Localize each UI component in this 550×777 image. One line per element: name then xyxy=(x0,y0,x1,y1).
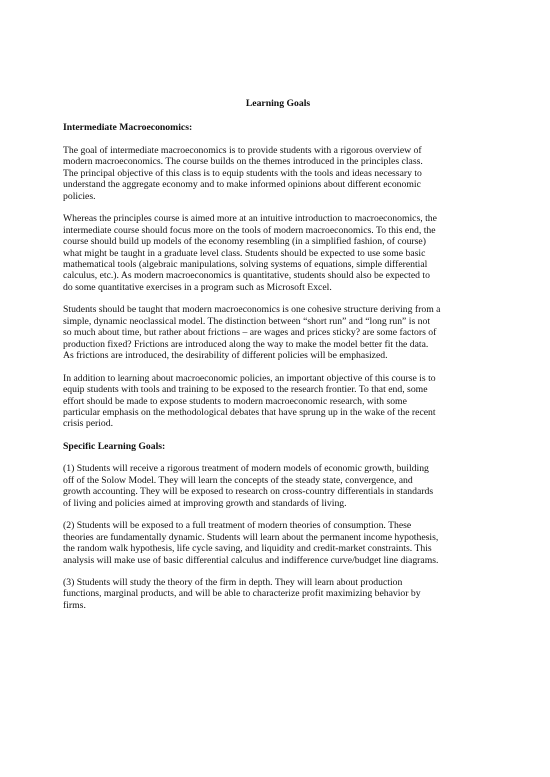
goal-item-2 xyxy=(63,520,493,566)
paragraph-line: what might be taught in a graduate level class. Students should be expected to use some basic xyxy=(63,247,426,259)
paragraph-line: firms. xyxy=(63,599,86,611)
goal-item-3 xyxy=(63,577,493,611)
paragraph-line: theories are fundamentally dynamic. Students will learn about the permanent income hypothesis, xyxy=(63,531,439,543)
paragraph-line: (2) Students will be exposed to a full treatment of modern theories of consumption. These xyxy=(63,520,412,532)
paragraph-line: growth accounting. They will be exposed to research on cross-country differentials in standards xyxy=(63,486,434,498)
paragraph-line: calculus, etc.). As modern macroeconomics is quantitative, students should also be expected to xyxy=(63,270,430,282)
paragraph-line: functions, marginal products, and will be able to characterize profit maximizing behavior by xyxy=(63,588,421,600)
paragraph-line: off of the Solow Model. They will learn the concepts of the steady state, convergence, and xyxy=(63,474,413,486)
paragraph-principles-vs-intermediate xyxy=(63,213,493,293)
paragraph-line: crisis period. xyxy=(63,418,114,430)
paragraph-line: the random walk hypothesis, life cycle saving, and liquidity and credit-market constraints. This xyxy=(63,543,432,555)
section-heading-intermediate-macro: Intermediate Macroeconomics: xyxy=(63,122,193,134)
paragraph-line: do some quantitative exercises in a program such as Microsoft Excel. xyxy=(63,281,332,293)
document-page xyxy=(63,98,493,622)
paragraph-cohesive-structure xyxy=(63,304,493,361)
paragraph-research-frontier xyxy=(63,373,493,430)
paragraph-line: (3) Students will study the theory of the firm in depth. They will learn about production xyxy=(63,576,403,588)
paragraph-line: (1) Students will receive a rigorous treatment of modern models of economic growth, building xyxy=(63,463,429,475)
paragraph-goal xyxy=(63,145,493,202)
paragraph-line: effort should be made to expose students to modern macroeconomic research, with some xyxy=(63,395,407,407)
paragraph-line: so much about time, but rather about frictions – are wages and prices sticky? are some factors of xyxy=(63,327,437,339)
paragraph-line: production fixed? Frictions are introduced along the way to make the model better fit the data. xyxy=(63,338,429,350)
paragraph-line: equip students with tools and training to be exposed to the research frontier. To that end, some xyxy=(63,384,428,396)
paragraph-line: As frictions are introduced, the desirability of different policies will be emphasized. xyxy=(63,350,388,362)
goal-item-1 xyxy=(63,463,493,509)
paragraph-line: Whereas the principles course is aimed more at an intuitive introduction to macroeconomics, the xyxy=(63,213,437,225)
paragraph-line: The goal of intermediate macroeconomics is to provide students with a rigorous overview of xyxy=(63,144,422,156)
paragraph-line: understand the aggregate economy and to make informed opinions about different economic xyxy=(63,179,421,191)
paragraph-line: policies. xyxy=(63,190,96,202)
section-heading-specific-goals: Specific Learning Goals: xyxy=(63,440,166,452)
paragraph-line: Students should be taught that modern macroeconomics is one cohesive structure deriving from a xyxy=(63,304,441,316)
paragraph-line: of living and policies aimed at improving growth and standards of living. xyxy=(63,497,347,509)
paragraph-line: course should build up models of the economy resembling (in a simplified fashion, of course) xyxy=(63,236,426,248)
paragraph-line: mathematical tools (algebraic manipulations, solving systems of equations, simple differential xyxy=(63,258,428,270)
paragraph-line: The principal objective of this class is to equip students with the tools and ideas necessary to xyxy=(63,167,422,179)
paragraph-line: intermediate course should focus more on the tools of modern macroeconomics. To this end, the xyxy=(63,224,436,236)
paragraph-line: particular emphasis on the methodological debates that have sprung up in the wake of the recent xyxy=(63,406,436,418)
paragraph-line: In addition to learning about macroeconomic policies, an important objective of this course is to xyxy=(63,372,436,384)
paragraph-line: modern macroeconomics. The course builds on the themes introduced in the principles class. xyxy=(63,156,423,168)
paragraph-line: simple, dynamic neoclassical model. The distinction between “short run” and “long run” is not xyxy=(63,315,431,327)
paragraph-line: analysis will make use of basic differential calculus and indifference curve/budget line diagrams. xyxy=(63,554,439,566)
document-title: Learning Goals xyxy=(245,98,311,109)
